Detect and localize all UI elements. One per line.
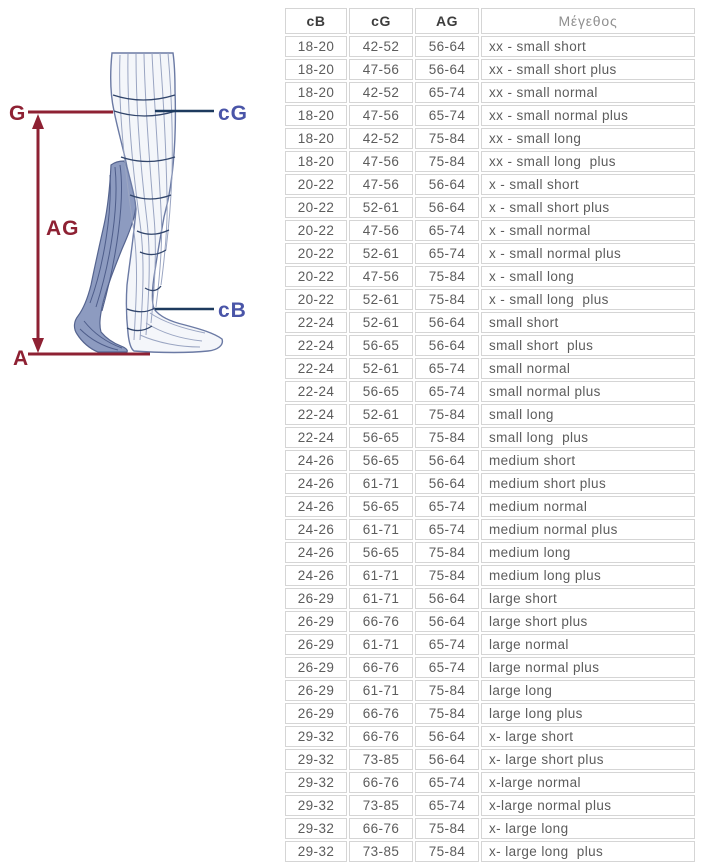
table-row bbox=[285, 818, 695, 839]
size-cell: small normal plus bbox=[481, 381, 695, 402]
ag-cell: 56-64 bbox=[415, 335, 479, 356]
cb-cell: 24-26 bbox=[285, 473, 347, 494]
col-header-cb: cB bbox=[285, 8, 347, 34]
cg-cell: 56-65 bbox=[349, 427, 413, 448]
cb-cell: 29-32 bbox=[285, 818, 347, 839]
cg-cell: 42-52 bbox=[349, 128, 413, 149]
cg-cell: 73-85 bbox=[349, 795, 413, 816]
size-cell: medium short plus bbox=[481, 473, 695, 494]
cb-cell: 20-22 bbox=[285, 289, 347, 310]
ag-cell: 75-84 bbox=[415, 565, 479, 586]
cg-cell: 61-71 bbox=[349, 680, 413, 701]
leg-measurement-diagram bbox=[0, 45, 272, 383]
table-row bbox=[285, 496, 695, 517]
size-cell: x- large long bbox=[481, 818, 695, 839]
cb-cell: 20-22 bbox=[285, 174, 347, 195]
table-row bbox=[285, 36, 695, 57]
size-cell: medium normal bbox=[481, 496, 695, 517]
size-cell: large short bbox=[481, 588, 695, 609]
cb-cell: 20-22 bbox=[285, 266, 347, 287]
ag-cell: 75-84 bbox=[415, 151, 479, 172]
table-row bbox=[285, 772, 695, 793]
table-row bbox=[285, 588, 695, 609]
size-table bbox=[283, 6, 697, 864]
table-row bbox=[285, 128, 695, 149]
cg-cell: 47-56 bbox=[349, 220, 413, 241]
ag-cell: 56-64 bbox=[415, 197, 479, 218]
table-row bbox=[285, 680, 695, 701]
size-cell: x - small short plus bbox=[481, 197, 695, 218]
table-row bbox=[285, 174, 695, 195]
table-row bbox=[285, 381, 695, 402]
ag-cell: 56-64 bbox=[415, 473, 479, 494]
ag-cell: 65-74 bbox=[415, 82, 479, 103]
cg-cell: 56-65 bbox=[349, 542, 413, 563]
size-cell: small short plus bbox=[481, 335, 695, 356]
table-row bbox=[285, 243, 695, 264]
size-cell: x - small normal bbox=[481, 220, 695, 241]
cg-cell: 56-65 bbox=[349, 335, 413, 356]
cb-cell: 24-26 bbox=[285, 496, 347, 517]
cb-label: cB bbox=[218, 299, 247, 322]
size-cell: small long plus bbox=[481, 427, 695, 448]
table-row bbox=[285, 795, 695, 816]
cb-cell: 18-20 bbox=[285, 82, 347, 103]
ag-cell: 56-64 bbox=[415, 726, 479, 747]
a-label: A bbox=[13, 347, 30, 370]
ag-cell: 65-74 bbox=[415, 496, 479, 517]
cg-cell: 52-61 bbox=[349, 243, 413, 264]
size-cell: x - small long bbox=[481, 266, 695, 287]
table-row bbox=[285, 450, 695, 471]
size-cell: x - small short bbox=[481, 174, 695, 195]
ag-cell: 65-74 bbox=[415, 220, 479, 241]
table-row bbox=[285, 105, 695, 126]
cb-cell: 26-29 bbox=[285, 588, 347, 609]
cb-cell: 26-29 bbox=[285, 634, 347, 655]
size-cell: x-large normal bbox=[481, 772, 695, 793]
ag-cell: 65-74 bbox=[415, 795, 479, 816]
cg-cell: 61-71 bbox=[349, 634, 413, 655]
ag-cell: 56-64 bbox=[415, 174, 479, 195]
cb-cell: 18-20 bbox=[285, 105, 347, 126]
cg-cell: 56-65 bbox=[349, 450, 413, 471]
ag-cell: 56-64 bbox=[415, 450, 479, 471]
cg-cell: 66-76 bbox=[349, 726, 413, 747]
cb-cell: 22-24 bbox=[285, 335, 347, 356]
size-cell: large short plus bbox=[481, 611, 695, 632]
table-row bbox=[285, 220, 695, 241]
ag-cell: 75-84 bbox=[415, 841, 479, 862]
table-row bbox=[285, 703, 695, 724]
cb-cell: 18-20 bbox=[285, 151, 347, 172]
table-row bbox=[285, 59, 695, 80]
cg-cell: 66-76 bbox=[349, 703, 413, 724]
cg-cell: 52-61 bbox=[349, 289, 413, 310]
ag-cell: 75-84 bbox=[415, 818, 479, 839]
table-row bbox=[285, 358, 695, 379]
cb-cell: 22-24 bbox=[285, 358, 347, 379]
size-cell: x - small normal plus bbox=[481, 243, 695, 264]
size-cell: medium normal plus bbox=[481, 519, 695, 540]
table-row bbox=[285, 427, 695, 448]
cb-cell: 18-20 bbox=[285, 36, 347, 57]
ag-cell: 56-64 bbox=[415, 588, 479, 609]
cg-cell: 56-65 bbox=[349, 381, 413, 402]
ag-cell: 65-74 bbox=[415, 358, 479, 379]
size-cell: medium long bbox=[481, 542, 695, 563]
ag-cell: 56-64 bbox=[415, 611, 479, 632]
size-cell: x-large normal plus bbox=[481, 795, 695, 816]
cg-cell: 73-85 bbox=[349, 749, 413, 770]
cb-cell: 24-26 bbox=[285, 519, 347, 540]
table-row bbox=[285, 565, 695, 586]
ag-cell: 75-84 bbox=[415, 128, 479, 149]
cg-cell: 47-56 bbox=[349, 266, 413, 287]
table-row bbox=[285, 312, 695, 333]
table-row bbox=[285, 404, 695, 425]
cg-cell: 66-76 bbox=[349, 772, 413, 793]
size-cell: large normal bbox=[481, 634, 695, 655]
size-cell: xx - small normal bbox=[481, 82, 695, 103]
ag-cell: 75-84 bbox=[415, 427, 479, 448]
cg-label: cG bbox=[218, 102, 249, 125]
cg-cell: 52-61 bbox=[349, 312, 413, 333]
size-cell: small normal bbox=[481, 358, 695, 379]
cg-cell: 42-52 bbox=[349, 82, 413, 103]
size-cell: large normal plus bbox=[481, 657, 695, 678]
ag-cell: 65-74 bbox=[415, 243, 479, 264]
cb-cell: 20-22 bbox=[285, 220, 347, 241]
cg-cell: 47-56 bbox=[349, 174, 413, 195]
ag-cell: 56-64 bbox=[415, 749, 479, 770]
table-row bbox=[285, 519, 695, 540]
cb-cell: 29-32 bbox=[285, 795, 347, 816]
cg-cell: 73-85 bbox=[349, 841, 413, 862]
cb-cell: 20-22 bbox=[285, 243, 347, 264]
ag-cell: 56-64 bbox=[415, 36, 479, 57]
table-row bbox=[285, 634, 695, 655]
cg-cell: 47-56 bbox=[349, 105, 413, 126]
cb-cell: 26-29 bbox=[285, 657, 347, 678]
cb-cell: 29-32 bbox=[285, 772, 347, 793]
size-cell: xx - small short plus bbox=[481, 59, 695, 80]
ag-cell: 65-74 bbox=[415, 105, 479, 126]
cb-cell: 29-32 bbox=[285, 841, 347, 862]
size-cell: large long bbox=[481, 680, 695, 701]
cg-cell: 52-61 bbox=[349, 197, 413, 218]
cg-cell: 61-71 bbox=[349, 473, 413, 494]
table-row bbox=[285, 657, 695, 678]
size-cell: x- large short plus bbox=[481, 749, 695, 770]
ag-cell: 65-74 bbox=[415, 772, 479, 793]
col-header-cg: cG bbox=[349, 8, 413, 34]
ag-cell: 75-84 bbox=[415, 703, 479, 724]
table-row bbox=[285, 335, 695, 356]
ag-cell: 75-84 bbox=[415, 289, 479, 310]
cb-cell: 22-24 bbox=[285, 381, 347, 402]
ag-cell: 75-84 bbox=[415, 404, 479, 425]
cb-cell: 18-20 bbox=[285, 128, 347, 149]
size-cell: x - small long plus bbox=[481, 289, 695, 310]
cg-cell: 61-71 bbox=[349, 519, 413, 540]
cb-cell: 26-29 bbox=[285, 703, 347, 724]
col-header-ag: AG bbox=[415, 8, 479, 34]
size-cell: xx - small long bbox=[481, 128, 695, 149]
cb-cell: 20-22 bbox=[285, 197, 347, 218]
table-row bbox=[285, 289, 695, 310]
table-row bbox=[285, 841, 695, 862]
ag-cell: 75-84 bbox=[415, 542, 479, 563]
cg-cell: 61-71 bbox=[349, 565, 413, 586]
size-cell: xx - small short bbox=[481, 36, 695, 57]
cg-cell: 61-71 bbox=[349, 588, 413, 609]
table-row bbox=[285, 82, 695, 103]
col-header-size: Μέγεθος bbox=[481, 8, 695, 34]
table-row bbox=[285, 611, 695, 632]
size-cell: xx - small long plus bbox=[481, 151, 695, 172]
size-cell: xx - small normal plus bbox=[481, 105, 695, 126]
cb-cell: 24-26 bbox=[285, 542, 347, 563]
size-cell: medium short bbox=[481, 450, 695, 471]
cb-cell: 22-24 bbox=[285, 404, 347, 425]
table-row bbox=[285, 266, 695, 287]
cb-cell: 26-29 bbox=[285, 680, 347, 701]
header-row bbox=[285, 8, 695, 34]
cg-cell: 66-76 bbox=[349, 818, 413, 839]
cb-cell: 22-24 bbox=[285, 427, 347, 448]
cg-cell: 66-76 bbox=[349, 657, 413, 678]
cb-cell: 29-32 bbox=[285, 749, 347, 770]
ag-cell: 65-74 bbox=[415, 381, 479, 402]
ag-cell: 75-84 bbox=[415, 680, 479, 701]
size-table-body bbox=[285, 36, 695, 862]
ag-cell: 75-84 bbox=[415, 266, 479, 287]
arrow-down-icon bbox=[32, 338, 44, 353]
cg-cell: 66-76 bbox=[349, 611, 413, 632]
table-row bbox=[285, 749, 695, 770]
cb-cell: 29-32 bbox=[285, 726, 347, 747]
cg-cell: 56-65 bbox=[349, 496, 413, 517]
arrow-up-icon bbox=[32, 114, 44, 129]
size-cell: medium long plus bbox=[481, 565, 695, 586]
cb-cell: 24-26 bbox=[285, 565, 347, 586]
size-cell: x- large long plus bbox=[481, 841, 695, 862]
ag-cell: 56-64 bbox=[415, 59, 479, 80]
ag-cell: 56-64 bbox=[415, 312, 479, 333]
size-cell: large long plus bbox=[481, 703, 695, 724]
table-row bbox=[285, 473, 695, 494]
ag-label: AG bbox=[46, 217, 80, 240]
cb-cell: 18-20 bbox=[285, 59, 347, 80]
cg-cell: 52-61 bbox=[349, 404, 413, 425]
cb-cell: 22-24 bbox=[285, 312, 347, 333]
ag-cell: 65-74 bbox=[415, 519, 479, 540]
cb-cell: 24-26 bbox=[285, 450, 347, 471]
cg-cell: 52-61 bbox=[349, 358, 413, 379]
cg-cell: 42-52 bbox=[349, 36, 413, 57]
size-table-header bbox=[285, 8, 695, 34]
table-row bbox=[285, 151, 695, 172]
cg-cell: 47-56 bbox=[349, 59, 413, 80]
size-cell: small long bbox=[481, 404, 695, 425]
size-cell: small short bbox=[481, 312, 695, 333]
g-label: G bbox=[9, 102, 27, 125]
table-row bbox=[285, 197, 695, 218]
table-row bbox=[285, 542, 695, 563]
ag-cell: 65-74 bbox=[415, 634, 479, 655]
cb-cell: 26-29 bbox=[285, 611, 347, 632]
size-cell: x- large short bbox=[481, 726, 695, 747]
ag-cell: 65-74 bbox=[415, 657, 479, 678]
cg-cell: 47-56 bbox=[349, 151, 413, 172]
table-row bbox=[285, 726, 695, 747]
